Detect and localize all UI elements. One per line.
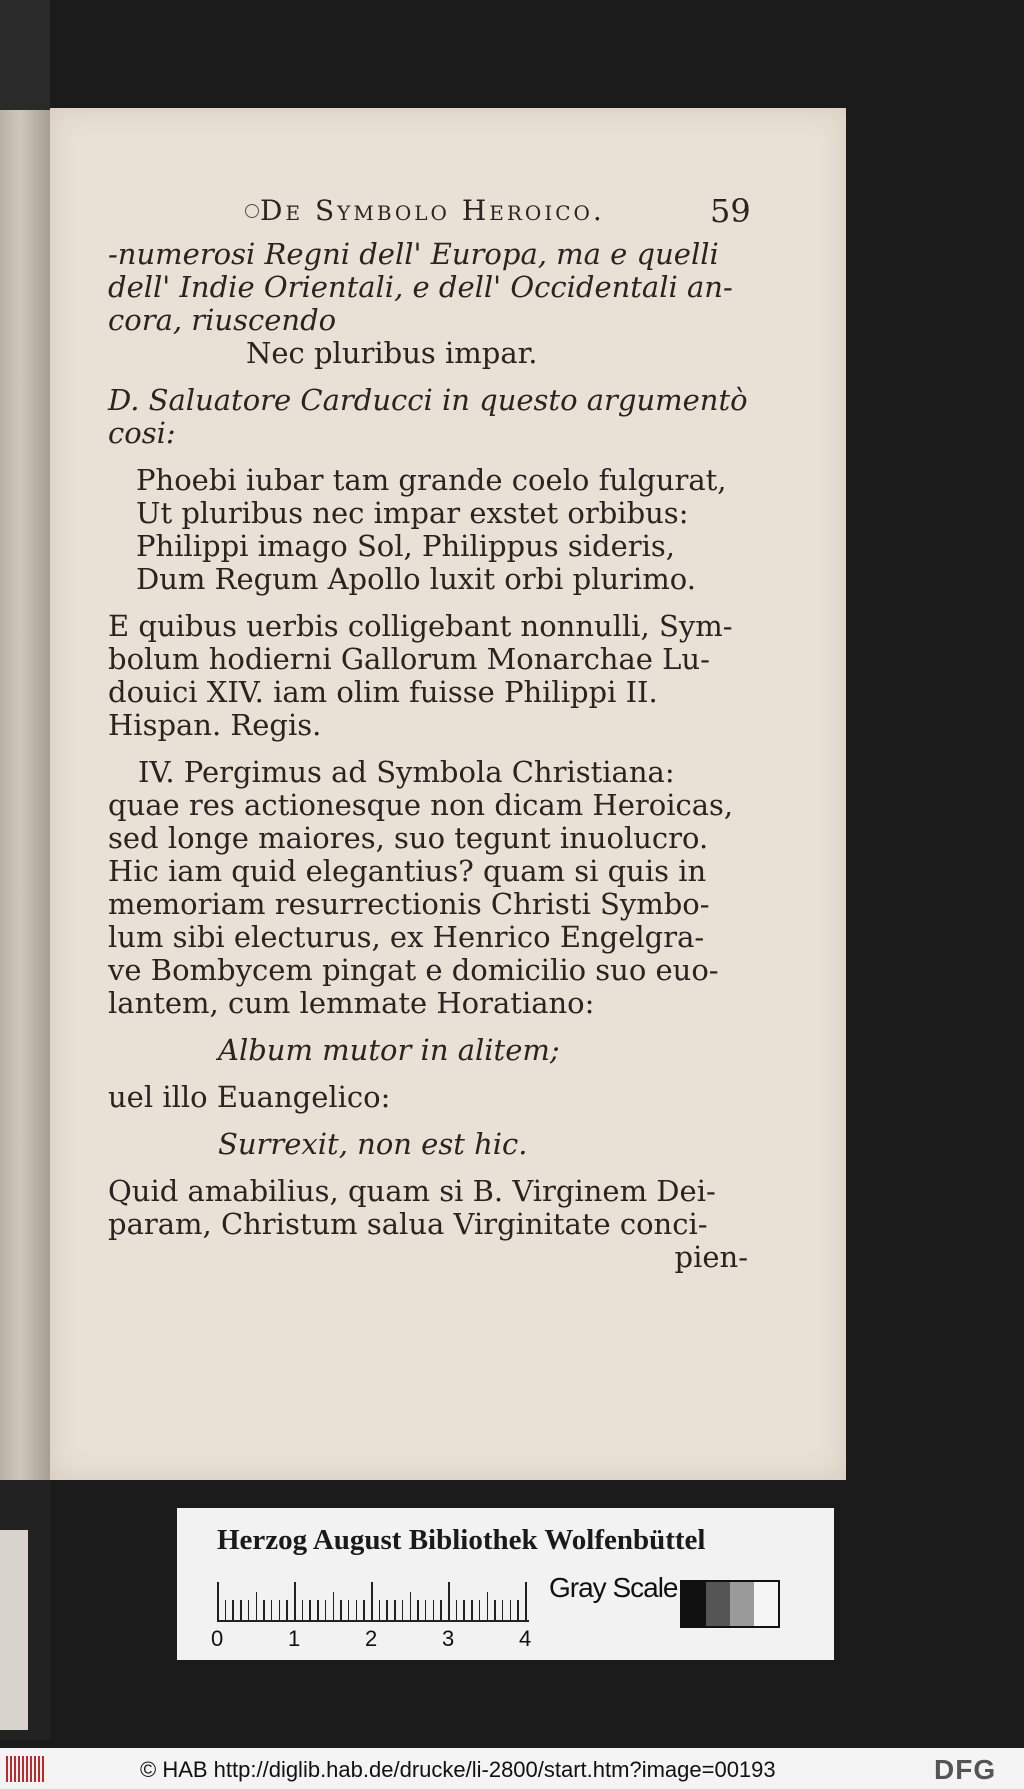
ruler-tick — [425, 1600, 427, 1620]
barcode-bar — [26, 1756, 28, 1782]
dfg-logo: DFG — [934, 1754, 997, 1785]
ruler-tick — [348, 1600, 350, 1620]
ruler-tick — [456, 1600, 458, 1620]
text-line: douici XIV. iam olim fuisse Philippi II. — [108, 675, 658, 709]
page-body-text — [108, 238, 758, 1274]
ruler-tick — [271, 1600, 273, 1620]
left-mat — [0, 0, 50, 1740]
barcode-bar — [34, 1756, 36, 1782]
barcode-bar — [22, 1756, 24, 1782]
text-line: lantem, cum lemmate Horatiano: — [108, 986, 595, 1020]
ruler-tick — [410, 1592, 412, 1620]
ruler-tick — [240, 1600, 242, 1620]
ruler-tick — [487, 1592, 489, 1620]
text-line: Dum Regum Apollo luxit orbi plurimo. — [136, 562, 696, 596]
ruler-tick — [263, 1600, 265, 1620]
text-line: IV. Pergimus ad Symbola Christiana: — [138, 755, 675, 789]
text-line: dell' Indie Orientali, e dell' Occidentali an- — [108, 270, 733, 304]
gray-step — [706, 1582, 730, 1626]
ruler-tick — [440, 1600, 442, 1620]
paragraph-gap — [108, 1161, 758, 1175]
text-line: bolum hodierni Gallorum Monarchae Lu- — [108, 642, 710, 676]
ruler-tick — [363, 1600, 365, 1620]
text-line: quae res actionesque non dicam Heroicas, — [108, 788, 734, 822]
paragraph-gap — [108, 370, 758, 384]
ornament-icon — [245, 204, 259, 218]
ruler-tick — [417, 1600, 419, 1620]
paragraph-gap — [108, 450, 758, 464]
text-line: -numerosi Regni dell' Europa, ma e quelli — [108, 237, 719, 271]
page-inner — [50, 108, 846, 1480]
barcode-bar — [30, 1756, 32, 1782]
running-head: De Symbolo Heroico. — [260, 194, 605, 227]
ruler-number: 4 — [519, 1626, 532, 1651]
ruler-tick — [510, 1600, 512, 1620]
ruler-tick — [402, 1600, 404, 1620]
ruler-tick — [248, 1600, 250, 1620]
ruler-tick — [256, 1592, 258, 1620]
mat-edge-top — [0, 0, 50, 110]
ruler-tick — [340, 1600, 342, 1620]
text-line: E quibus uerbis colligebant nonnulli, Sym- — [108, 609, 733, 643]
footer-copyright: © HAB http://diglib.hab.de/drucke/li-2800/start.htm?image=00193 — [140, 1757, 776, 1782]
color-scale-card — [177, 1508, 834, 1660]
paragraph-gap — [108, 1020, 758, 1034]
ruler-tick — [356, 1600, 358, 1620]
paragraph-gap — [108, 596, 758, 610]
ruler-tick — [371, 1582, 373, 1620]
ruler-tick — [502, 1600, 504, 1620]
ruler-tick — [386, 1600, 388, 1620]
text-line: Hispan. Regis. — [108, 708, 322, 742]
ruler-tick — [525, 1582, 527, 1620]
page-header — [205, 190, 765, 234]
text-line: param, Christum salua Virginitate conci- — [108, 1207, 708, 1241]
ruler-tick — [479, 1600, 481, 1620]
text-line: cosi: — [108, 416, 176, 450]
ruler-tick — [471, 1600, 473, 1620]
text-line: Nec pluribus impar. — [246, 336, 538, 370]
paragraph-gap — [108, 742, 758, 756]
text-line: memoriam resurrectionis Christi Symbo- — [108, 887, 710, 921]
ruler-number: 0 — [211, 1626, 224, 1651]
paragraph-gap — [108, 1067, 758, 1081]
ruler-tick — [225, 1600, 227, 1620]
ruler-tick — [433, 1600, 435, 1620]
ruler-tick — [286, 1600, 288, 1620]
text-line: pien- — [674, 1240, 748, 1274]
ruler-tick — [333, 1592, 335, 1620]
barcode-bar — [10, 1756, 12, 1782]
text-line: cora, riuscendo — [108, 303, 337, 337]
barcode-bar — [18, 1756, 20, 1782]
ruler-tick — [494, 1600, 496, 1620]
text-line: uel illo Euangelico: — [108, 1080, 391, 1114]
ruler-scale — [217, 1580, 529, 1622]
footer-bar — [0, 1748, 1024, 1789]
paragraph-gap — [108, 1114, 758, 1128]
ruler-tick — [325, 1600, 327, 1620]
ruler-tick — [463, 1600, 465, 1620]
text-line: Ut pluribus nec impar exstet orbibus: — [136, 496, 689, 530]
ruler-tick — [217, 1582, 219, 1620]
text-line: Hic iam quid elegantius? quam si quis in — [108, 854, 707, 888]
book-page — [50, 108, 846, 1480]
text-line: sed longe maiores, suo tegunt inuolucro. — [108, 821, 709, 855]
ruler-number: 3 — [442, 1626, 455, 1651]
text-line: Quid amabilius, quam si B. Virginem Dei- — [108, 1174, 716, 1208]
hab-barcode-icon — [6, 1756, 46, 1782]
ruler-numbers — [211, 1626, 541, 1650]
ruler-number: 2 — [365, 1626, 378, 1651]
text-line: ve Bombycem pingat e domicilio suo euo- — [108, 953, 719, 987]
ruler-tick — [317, 1600, 319, 1620]
library-name: Herzog August Bibliothek Wolfenbüttel — [217, 1524, 706, 1556]
ruler-tick — [309, 1600, 311, 1620]
ruler-tick — [379, 1600, 381, 1620]
barcode-bar — [42, 1756, 44, 1782]
text-line: Philippi imago Sol, Philippus sideris, — [136, 529, 676, 563]
gray-step — [754, 1582, 778, 1626]
gray-scale-label: Gray Scale — [549, 1572, 678, 1603]
text-line: Album mutor in alitem; — [218, 1033, 560, 1067]
text-line: Surrexit, non est hic. — [218, 1127, 528, 1161]
ruler-tick — [448, 1582, 450, 1620]
ruler-tick — [279, 1600, 281, 1620]
text-line: Phoebi iubar tam grande coelo fulgurat, — [136, 463, 727, 497]
ruler-tick — [232, 1600, 234, 1620]
gray-scale-swatch — [680, 1580, 780, 1628]
barcode-bar — [6, 1756, 8, 1782]
ruler-tick — [302, 1600, 304, 1620]
text-line: lum sibi electurus, ex Henrico Engelgra- — [108, 920, 705, 954]
ruler-tick — [394, 1600, 396, 1620]
text-line: D. Saluatore Carducci in questo argumentò — [108, 383, 748, 417]
ruler-number: 1 — [288, 1626, 301, 1651]
gray-step — [682, 1582, 706, 1626]
ruler-tick — [517, 1600, 519, 1620]
barcode-bar — [38, 1756, 40, 1782]
spine-strip — [0, 1530, 28, 1730]
ruler-tick — [294, 1582, 296, 1620]
barcode-bar — [14, 1756, 16, 1782]
page-number: 59 — [710, 192, 751, 230]
gray-step — [730, 1582, 754, 1626]
